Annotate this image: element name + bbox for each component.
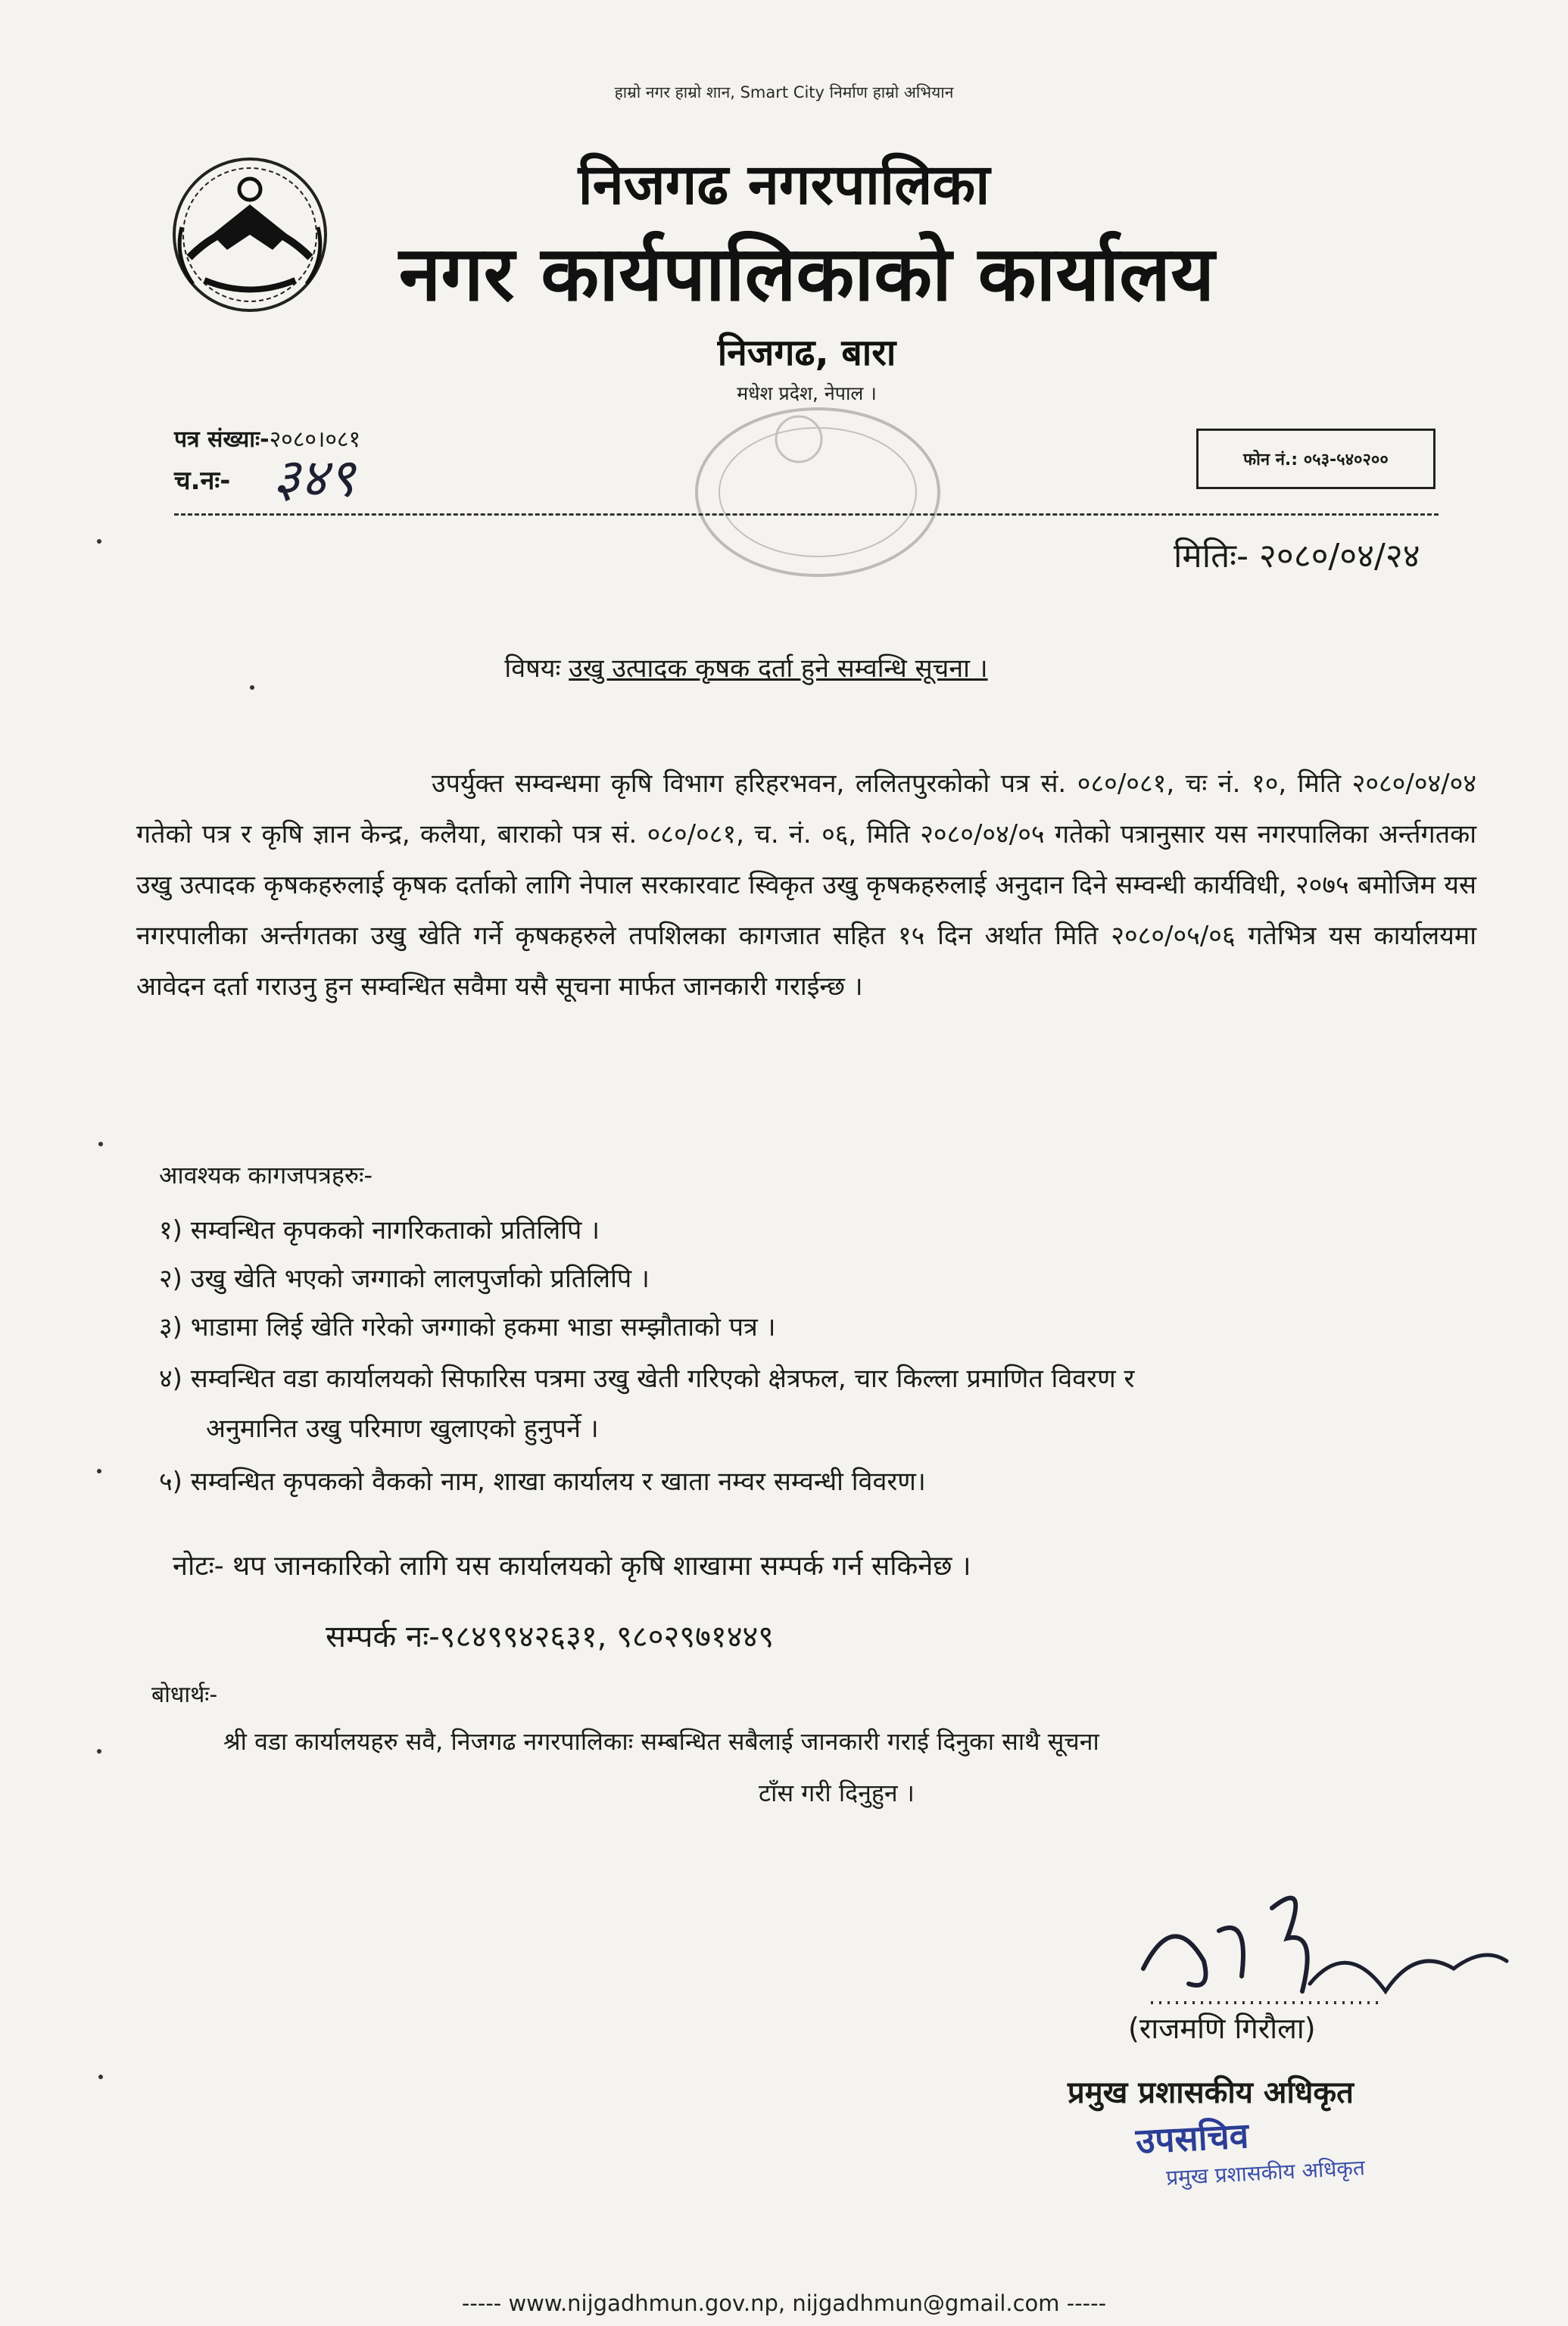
document-item: २) उखु खेति भएको जग्गाको लालपुर्जाको प्रतिलिपि ।: [159, 1264, 650, 1294]
contact-numbers: सम्पर्क नः-९८४९९४२६३१, ९८०२९७१४४९: [326, 1620, 775, 1654]
cc-line-1: श्री वडा कार्यालयहरु सवै, निजगढ नगरपालिकाः सम्बन्धित सबैलाई जानकारी गराई दिनुका साथै सूचना: [223, 1727, 1099, 1756]
note: नोटः- थप जानकारिको लागि यस कार्यालयको कृषि शाखामा सम्पर्क गर्न सकिनेछ ।: [173, 1551, 971, 1582]
phone-box: [1196, 429, 1436, 489]
cc-body: [223, 1716, 1450, 1819]
slogan: हाम्रो नगर हाम्रो शान, Smart City निर्माण हाम्रो अभियान: [614, 83, 954, 101]
header-divider: [174, 513, 1439, 516]
dispatch-label: च.नः-: [174, 466, 231, 496]
office-province: मधेश प्रदेश, नेपाल ।: [737, 382, 877, 404]
document-item: ३) भाडामा लिई खेति गरेको जग्गाको हकमा भाडा सम्झौताको पत्र ।: [159, 1312, 776, 1342]
document-item: ५) सम्वन्धित कृपकको वैकको नाम, शाखा कार्यालय र खाता नम्वर सम्वन्धी विवरण।: [159, 1467, 926, 1497]
document-item: १) सम्वन्धित कृपकको नागरिकताको प्रतिलिपि ।: [159, 1215, 600, 1246]
document-item: ४) सम्वन्धित वडा कार्यालयको सिफारिस पत्रमा उखु खेती गरिएको क्षेत्रफल, चार किल्ला प्रमाणित विवरण र: [159, 1364, 1135, 1394]
stamp-line-1: उपसचिव: [1134, 2115, 1250, 2162]
subject-text: उखु उत्पादक कृषक दर्ता हुने सम्वन्धि सूचना ।: [569, 653, 988, 684]
body-paragraph: उपर्युक्त सम्वन्धमा कृषि विभाग हरिहरभवन, ललितपुरकोको पत्र सं. ०८०/०८१, चः नं. १०, मिति २०८०/०४/०४ गतेको पत्र र कृषि ज्ञान केन्द्र, कलैया, बाराको पत्र सं. ०८०/०८१, च. नं. ०६, मिति २०८०/०४/०५ गतेको पत्रानुसार यस नगरपालिका अर्न्तगतका उखु उत्पादक कृषकहरुलाई कृषक दर्ताको लागि नेपाल सरकारवाट स्विकृत उखु कृषकहरुलाई अनुदान दिने सम्वन्धी कार्यविधी, २०७५ बमोजिम यस नगरपालीका अर्न्तगतका उखु खेति गर्ने कृषकहरुले तपशिलका कागजात सहित १५ दिन अर्थात मिति २०८०/०५/०६ गतेभित्र यस कार्यालयमा आवेदन दर्ता गराउनु हुन सम्वन्धित सवैमा यसै सूचना मार्फत जानकारी गराईन्छ ।: [136, 769, 1476, 1002]
faint-office-stamp: [685, 394, 950, 598]
office-name: नगर कार्यपालिकाको कार्यालय: [398, 229, 1215, 318]
subject-line: [0, 650, 1568, 684]
document-item-continuation: अनुमानित उखु परिमाण खुलाएको हुनुपर्ने ।: [206, 1414, 599, 1444]
office-location: निजगढ, बारा: [717, 332, 896, 374]
punch-mark: [97, 1469, 101, 1473]
stamp-line-2: प्रमुख प्रशासकीय अधिकृत: [1165, 2155, 1366, 2190]
signatory-name: (राजमणि गिरौला): [1128, 2012, 1316, 2045]
subject-label: विषयः: [504, 653, 561, 684]
signatory-title: प्रमुख प्रशासकीय अधिकृत: [1068, 2075, 1354, 2110]
dispatch-number: ३४९: [273, 447, 356, 509]
cc-line-2: टाँस गरी दिनुहुन ।: [759, 1779, 915, 1807]
punch-mark: [98, 1142, 103, 1146]
punch-mark: [250, 685, 254, 690]
official-stamp: [1136, 2114, 1484, 2212]
footer-contact: ----- www.nijgadhmun.gov.np, nijgadhmun@gmail.com -----: [461, 2290, 1107, 2316]
cc-heading: बोधार्थः-: [151, 1682, 218, 1708]
phone-number: फोन नं.: ०५३-५४०२००: [1243, 451, 1389, 469]
punch-mark: [98, 2075, 103, 2079]
municipality-name: निजगढ नगरपालिका: [578, 152, 990, 217]
punch-mark: [97, 1749, 101, 1754]
letter-date: मितिः- २०८०/०४/२४: [1174, 537, 1420, 575]
documents-heading: आवश्यक कागजपत्रहरुः-: [159, 1161, 373, 1190]
punch-mark: [97, 539, 101, 544]
reference-number: २०८०।०८१: [269, 426, 361, 453]
reference-label: पत्र संख्याः-: [174, 426, 270, 453]
